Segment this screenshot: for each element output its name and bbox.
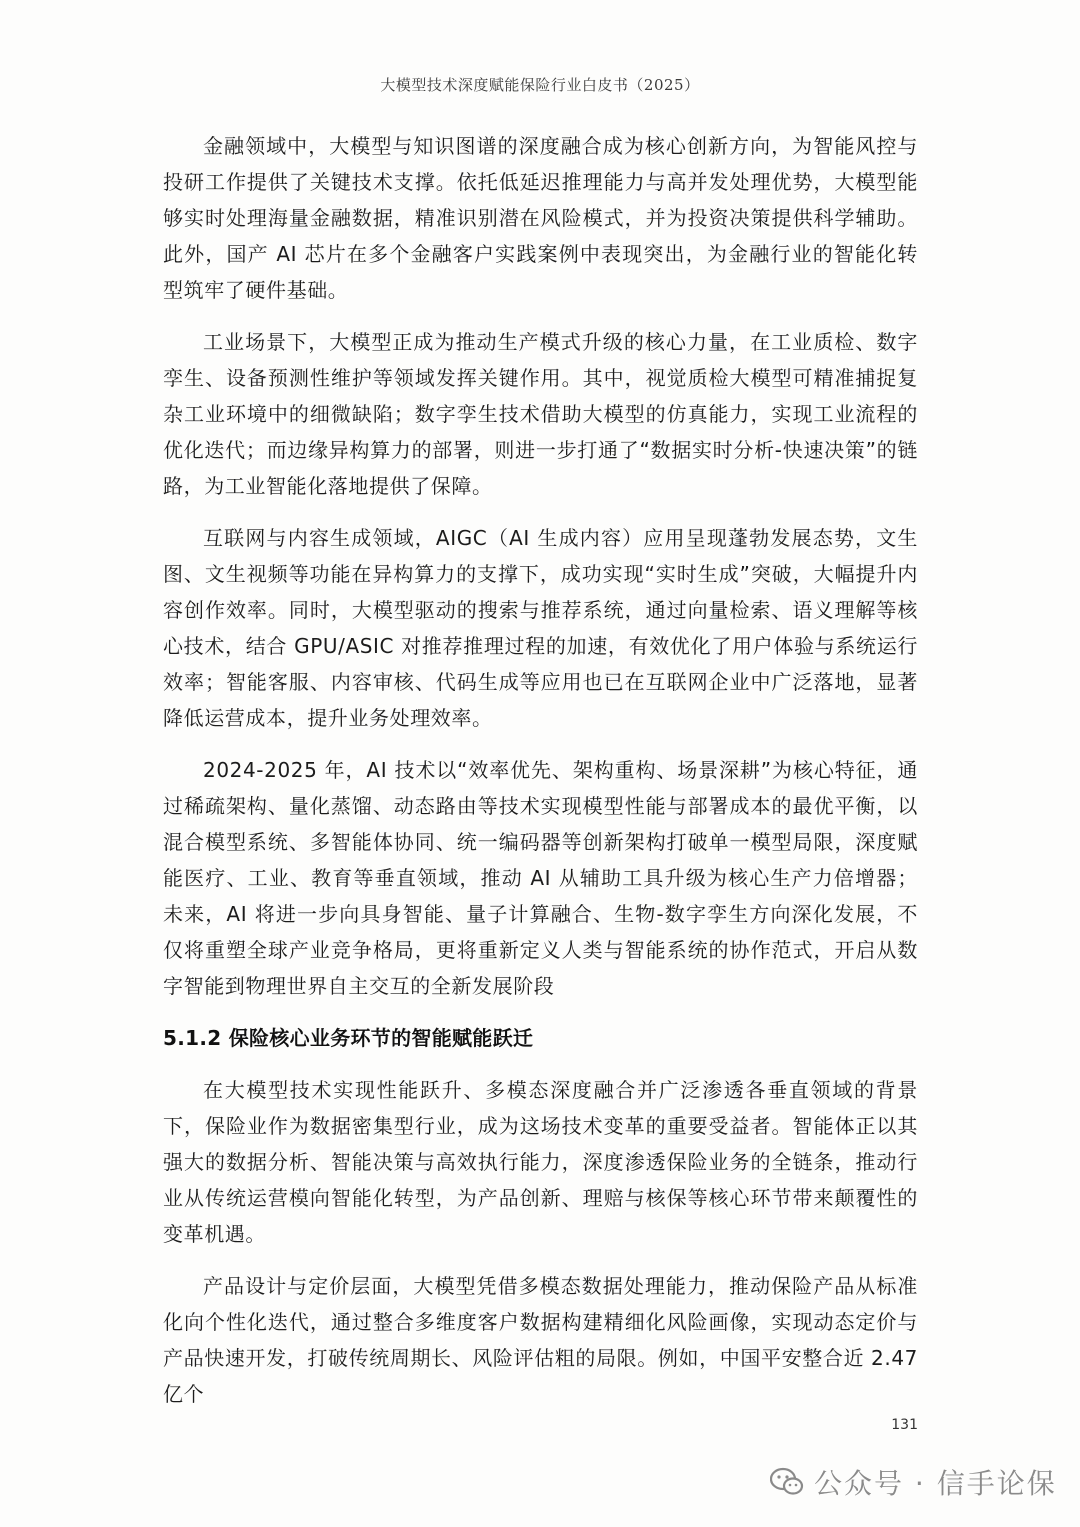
document-header-title: 大模型技术深度赋能保险行业白皮书（2025） xyxy=(380,76,700,94)
wechat-watermark xyxy=(770,1462,1057,1502)
paragraph-insurance-intro: 在大模型技术实现性能跃升、多模态深度融合并广泛渗透各垂直领域的背景下，保险业作为数据密集型行业，成为这场技术变革的重要受益者。智能体正以其强大的数据分析、智能决策与高效执行能力，深度渗透保险业务的全链条，推动行业从传统运营模向智能化转型，为产品创新、理赔与核保等核心环节带来颠覆性的变革机遇。 xyxy=(163,1078,918,1246)
paragraph-industry: 工业场景下，大模型正成为推动生产模式升级的核心力量，在工业质检、数字孪生、设备预测性维护等领域发挥关键作用。其中，视觉质检大模型可精准捕捉复杂工业环境中的细微缺陷；数字孪生技术借助大模型的仿真能力，实现工业流程的优化迭代；而边缘异构算力的部署，则进一步打通了“数据实时分析-快速决策”的链路，为工业智能化落地提供了保障。 xyxy=(163,330,918,498)
section-heading: 5.1.2 保险核心业务环节的智能赋能跃迁 xyxy=(163,1026,534,1050)
paragraph-finance: 金融领域中，大模型与知识图谱的深度融合成为核心创新方向，为智能风控与投研工作提供了关键技术支撑。依托低延迟推理能力与高并发处理优势，大模型能够实时处理海量金融数据，精准识别潜在风险模式，并为投资决策提供科学辅助。此外，国产 AI 芯片在多个金融客户实践案例中表现突出，为金融行业的智能化转型筑牢了硬件基础。 xyxy=(163,134,918,302)
paragraph-ai-trends: 2024-2025 年，AI 技术以“效率优先、架构重构、场景深耕”为核心特征，通过稀疏架构、量化蒸馏、动态路由等技术实现模型性能与部署成本的最优平衡，以混合模型系统、多智能体协同、统一编码器等创新架构打破单一模型局限，深度赋能医疗、工业、教育等垂直领域，推动 AI 从辅助工具升级为核心生产力倍增器；未来，AI 将进一步向具身智能、量子计算融合、生物-数字孪生方向深化发展，不仅将重塑全球产业竞争格局，更将重新定义人类与智能系统的协作范式，开启从数字智能到物理世界自主交互的全新发展阶段 xyxy=(163,758,918,998)
wechat-icon xyxy=(770,1467,804,1497)
watermark-text: 公众号 · 信手论保 xyxy=(814,1467,1057,1500)
paragraph-internet: 互联网与内容生成领域，AIGC（AI 生成内容）应用呈现蓬勃发展态势，文生图、文生视频等功能在异构算力的支撑下，成功实现“实时生成”突破，大幅提升内容创作效率。同时，大模型驱动的搜索与推荐系统，通过向量检索、语义理解等核心技术，结合 GPU/ASIC 对推荐推理过程的加速，有效优化了用户体验与系统运行效率；智能客服、内容审核、代码生成等应用也已在互联网企业中广泛落地，显著降低运营成本，提升业务处理效率。 xyxy=(163,526,918,730)
document-body xyxy=(163,128,918,1428)
paragraph-product-design: 产品设计与定价层面，大模型凭借多模态数据处理能力，推动保险产品从标准化向个性化迭代，通过整合多维度客户数据构建精细化风险画像，实现动态定价与产品快速开发，打破传统周期长、风险评估粗的局限。例如，中国平安整合近 2.47 亿个 xyxy=(163,1274,918,1406)
page-number: 131 xyxy=(891,1417,918,1433)
